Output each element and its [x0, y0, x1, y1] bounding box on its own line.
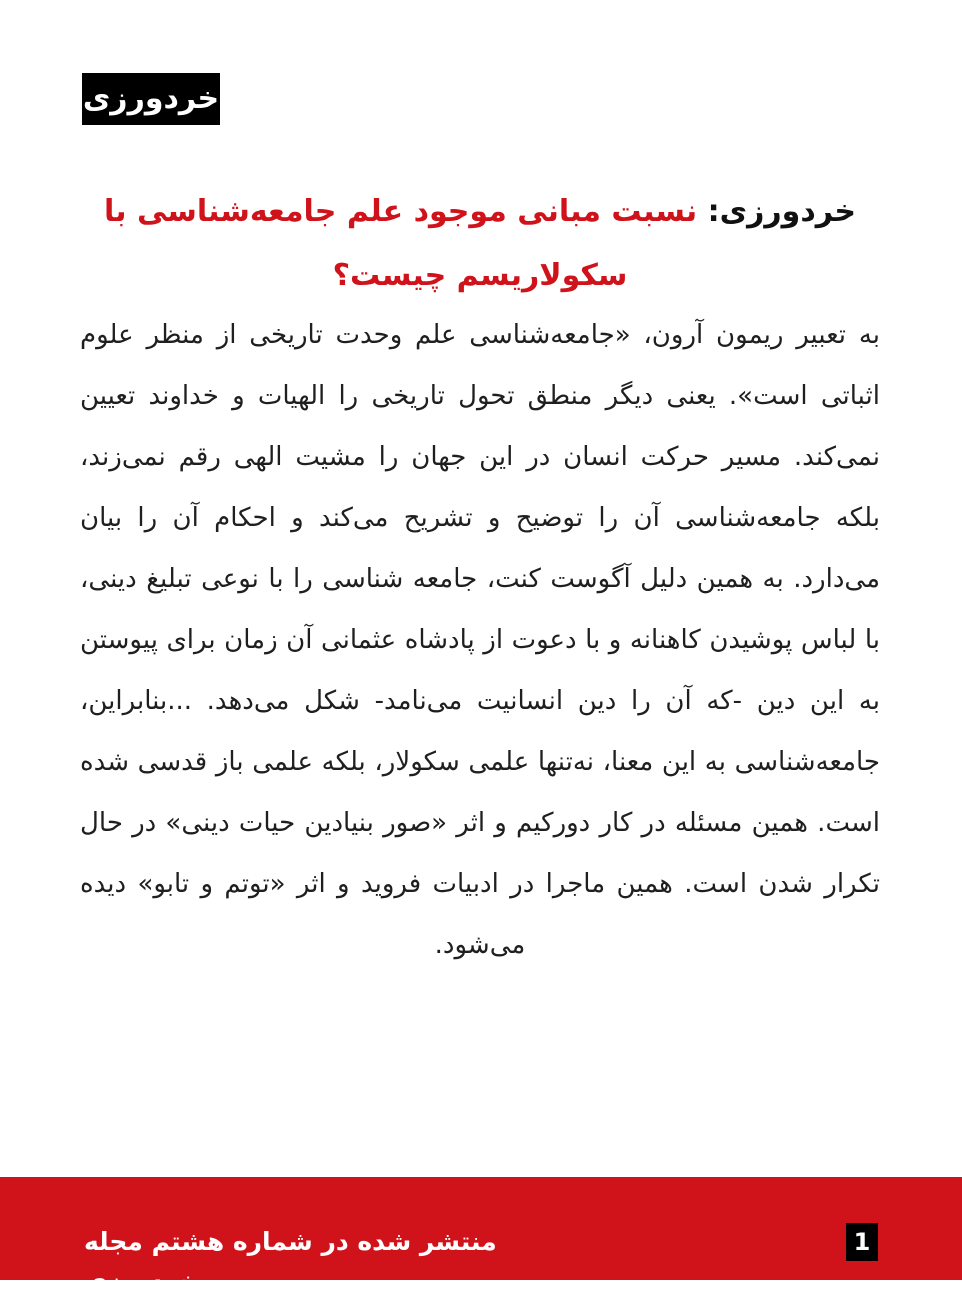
headline-prefix: خردورزی: — [707, 194, 856, 229]
footer-caption: منتشر شده در شماره هشتم مجله خردورزی — [84, 1227, 497, 1296]
article-headline — [80, 180, 880, 308]
headline-question: نسبت مبانی موجود علم جامعه‌شناسی با سکولاریسم چیست؟ — [104, 194, 698, 293]
article-body: به تعبیر ریمون آرون، «جامعه‌شناسی علم وحدت تاریخی از منظر علوم اثباتی است». یعنی دیگر منطق تحول تاریخی را الهیات و خداوند تعیین نمی‌کند. مسیر حرکت انسان در این جهان را مشیت الهی رقم نمی‌زند، بلکه جامعه‌شناسی آن را توضیح و تشریح می‌کند و احکام آن را بیان می‌دارد. به همین دلیل آگوست کنت، جامعه شناسی را با نوعی تبلیغ دینی، با لباس پوشیدن کاهنانه و با دعوت از پادشاه عثمانی آن زمان برای پیوستن به این دین -که آن را دین انسانیت می‌نامد- شکل می‌دهد. ...بنابراین، جامعه‌شناسی به این معنا، نه‌تنها علمی سکولار، بلکه علمی باز قدسی شده است. همین مسئله در کار دورکیم و اثر «صور بنیادین حیات دینی» در حال تکرار شدن است. همین ماجرا در ادبیات فروید و اثر «توتم و تابو» دیده می‌شود. — [80, 320, 880, 960]
brand-logo: خردورزی — [82, 73, 220, 125]
page-number-badge: 1 — [846, 1223, 878, 1261]
